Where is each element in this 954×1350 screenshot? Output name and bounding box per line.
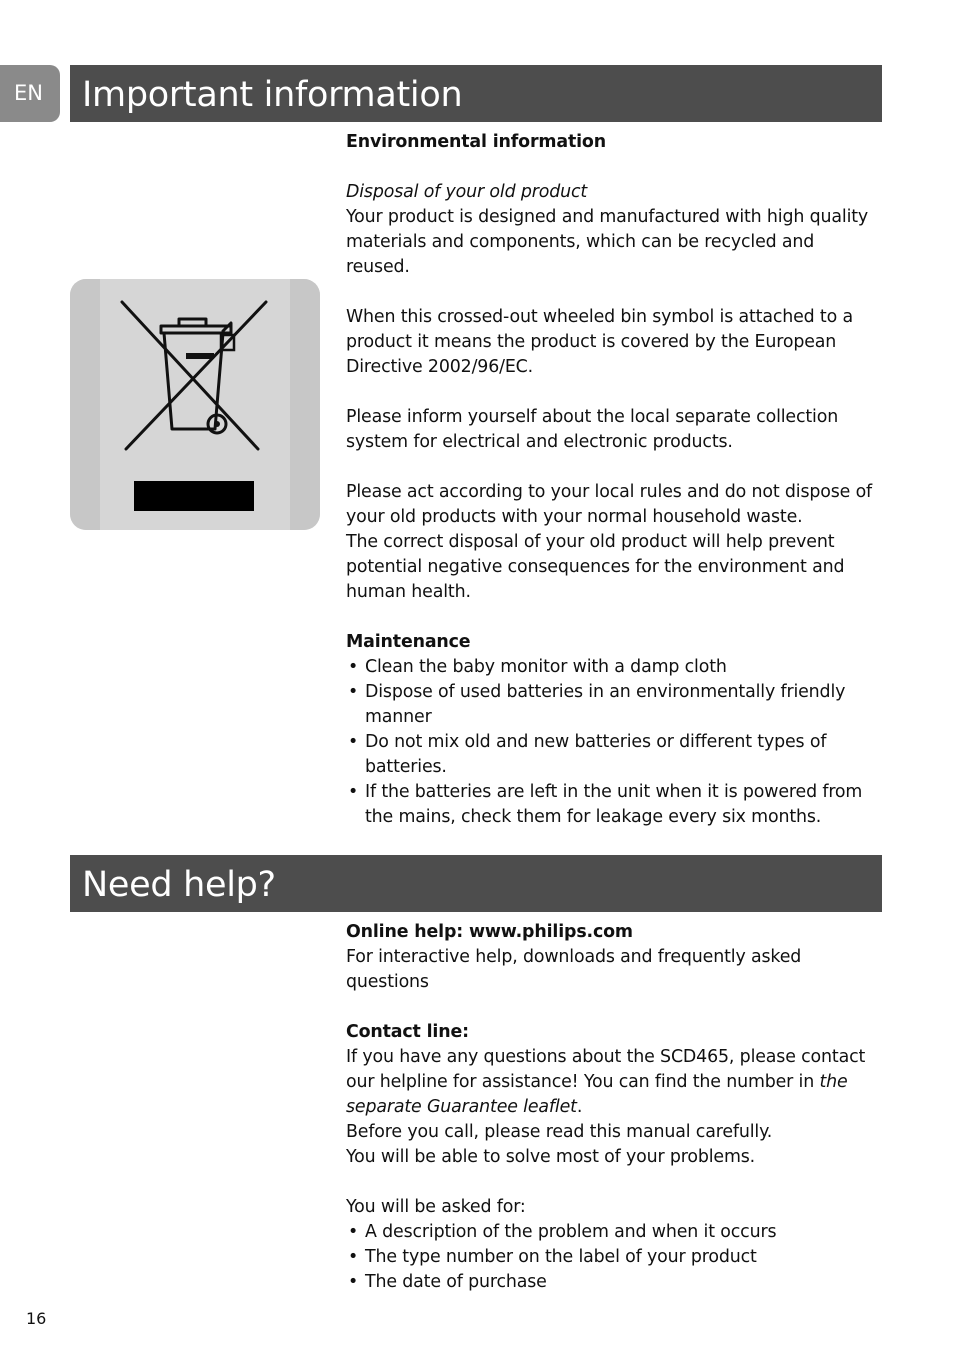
language-tab: EN (0, 65, 60, 122)
asked-for-intro: You will be asked for: (346, 1197, 526, 1217)
page-number: 16 (26, 1309, 47, 1328)
contact-line-text-part: If you have any questions about the SCD465, please contact our helpline for assistance! You can find the number in (346, 1047, 866, 1092)
maintenance-list (346, 655, 882, 830)
list-item: • A description of the problem and when it occurs (346, 1220, 882, 1245)
section-title-important-information: Important information (70, 65, 882, 122)
section-title-need-help: Need help? (70, 855, 882, 912)
contact-line-text-3: You will be able to solve most of your problems. (346, 1147, 756, 1167)
disposal-paragraph-1: Your product is designed and manufactured with high quality materials and components, which can be recycled and reused. (346, 207, 869, 277)
online-help-text: For interactive help, downloads and frequently asked questions (346, 947, 802, 992)
need-help-content (346, 920, 882, 1295)
list-item: • Clean the baby monitor with a damp cloth (346, 655, 882, 680)
online-help-heading: Online help: www.philips.com (346, 922, 633, 942)
important-information-content (346, 130, 882, 830)
contact-line-text-2: Before you call, please read this manual carefully. (346, 1122, 773, 1142)
disposal-paragraph-2: When this crossed-out wheeled bin symbol is attached to a product it means the product is covered by the European Directive 2002/96/EC. (346, 307, 853, 377)
weee-symbol-figure (70, 279, 320, 530)
environmental-heading: Environmental information (346, 132, 606, 152)
asked-for-list (346, 1220, 882, 1295)
contact-line-text (346, 1045, 882, 1120)
crossed-out-wheeled-bin-icon (70, 279, 320, 530)
maintenance-heading: Maintenance (346, 632, 471, 652)
list-item: • Dispose of used batteries in an environmentally friendly manner (346, 680, 882, 730)
disposal-paragraph-4b: The correct disposal of your old product will help prevent potential negative consequences for the environment and human health. (346, 532, 845, 602)
list-item: • If the batteries are left in the unit when it is powered from the mains, check them for leakage every six months. (346, 780, 882, 830)
list-item: • The date of purchase (346, 1270, 882, 1295)
contact-line-heading: Contact line: (346, 1022, 469, 1042)
disposal-paragraph-4a: Please act according to your local rules and do not dispose of your old products with your normal household waste. (346, 482, 873, 527)
list-item: • The type number on the label of your product (346, 1245, 882, 1270)
list-item: • Do not mix old and new batteries or different types of batteries. (346, 730, 882, 780)
disposal-subheading: Disposal of your old product (346, 182, 588, 202)
disposal-paragraph-3: Please inform yourself about the local separate collection system for electrical and electronic products. (346, 407, 839, 452)
guarantee-leaflet-reference: the separate Guarantee leaflet (346, 1072, 848, 1117)
contact-line-period: . (576, 1097, 583, 1117)
